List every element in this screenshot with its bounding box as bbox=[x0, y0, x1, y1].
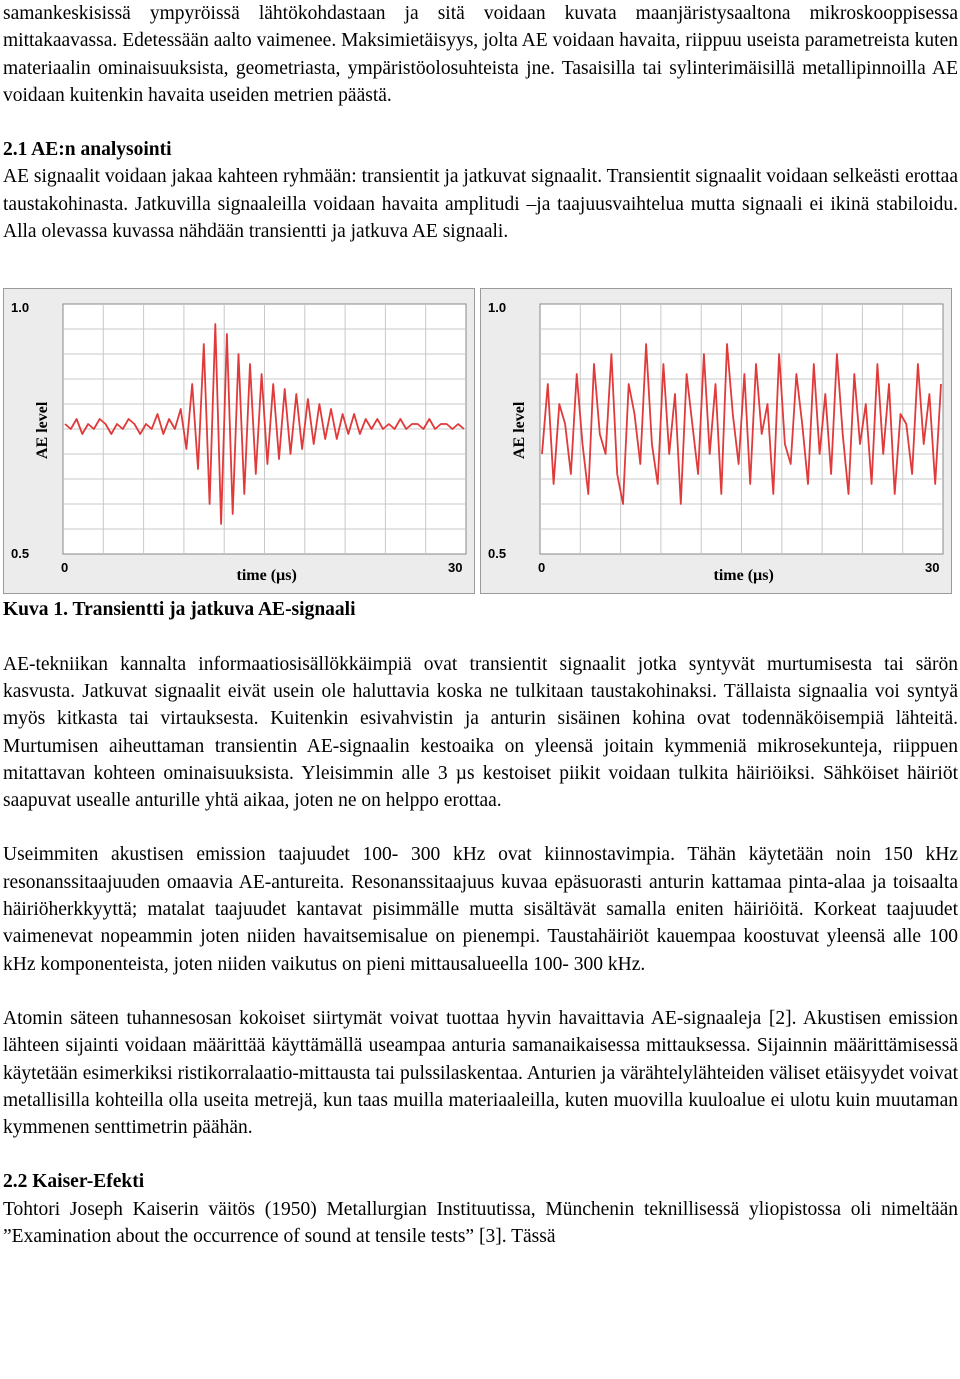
paragraph-gap bbox=[3, 814, 958, 841]
paragraph-3: Useimmiten akustisen emission taajuudet 100- 300 kHz ovat kiinnostavimpia. Tähän käytetään noin 150 kHz resonanssitaajuuden omaavia AE-antureita. Resonanssitaajuus kuvaa epäsuorasti anturin kattamaa pinta-alaa ja toisaalta häiriöherkkyyttä; matalat taajuudet kantavat pisimmälle mutta sisältävät samalla eniten häiriöitä. Korkeat taajuudet vaimenevat nopeammin joten niiden havaitsemisalue on pienempi. Taustahäiriöt kauempaa koostuvat yleensä alle 100 kHz komponenteista, joten niiden vaikutus on pieni mittausalueella 100- 300 kHz. bbox=[3, 844, 958, 975]
section-heading-kaiser-effect: 2.2 Kaiser-Efekti bbox=[3, 1171, 145, 1193]
x-tick-label: 30 bbox=[925, 560, 940, 576]
y-tick-label: 1.0 bbox=[11, 300, 30, 316]
x-tick-label: 0 bbox=[61, 560, 69, 576]
paragraph-gap bbox=[3, 109, 958, 136]
x-axis-label: time (µs) bbox=[236, 567, 297, 585]
paragraph-4: Atomin säteen tuhannesosan kokoiset siirtymät voivat tuottaa hyvin havaittavia AE-signaaleja [2]. Akustisen emission lähteen sijainti voidaan määrittää käyttämällä useampaa anturia samanaikaisessa mittauksessa. Sijainnin määrittämisessä käytetään esimerkiksi ristikorralaatio-mittausta tai pulssilaskentaa. Anturien ja värähtelylähteiden väliset etäisyydet voivat metallisilla kohteilla olla useita metrejä, kun taas muilla materiaaleilla, kuten muovilla kuuloalue ei ulotu kuin muutaman kymmenen senttimetrin päähän. bbox=[3, 1007, 958, 1139]
y-tick-label: 1.0 bbox=[488, 300, 507, 316]
paragraph-gap bbox=[3, 978, 958, 1005]
document-page bbox=[3, 0, 958, 1250]
y-tick-label: 0.5 bbox=[488, 546, 507, 562]
intro-paragraph: samankeskisissä ympyröissä lähtökohdastaan ja sitä voidaan kuvata maanjäristysaaltona mikroskooppisessa mittakaavassa. Edetessään aalto vaimenee. Maksimietäisyys, jolta AE voidaan havaita, riippuu useista parametreista kuten materiaalin ominaisuuksista, geometriasta, ympäristöolosuhteista jne. Tasaisilla tai sylinterimäisillä metallipinnoilla AE voidaan kuitenkin havaita useiden metrien päästä. bbox=[3, 3, 958, 106]
paragraph-gap bbox=[3, 624, 958, 651]
transient-chart bbox=[3, 288, 475, 594]
section-2-paragraph: Tohtori Joseph Kaiserin väitös (1950) Metallurgian Instituutissa, Münchenin teknillisessä yliopistossa oli nimeltään ”Examination about the occurrence of sound at tensile tests” [3]. Tässä bbox=[3, 1198, 958, 1248]
x-axis-label: time (µs) bbox=[713, 567, 774, 585]
y-tick-label: 0.5 bbox=[11, 546, 30, 562]
transient-chart-svg bbox=[3, 288, 475, 594]
y-axis-label: AE level bbox=[511, 402, 528, 460]
paragraph-gap bbox=[3, 1141, 958, 1168]
paragraph-2: AE-tekniikan kannalta informaatiosisällökkäimpiä ovat transientit signaalit jotka syntyvät murtumisesta tai särön kasvusta. Jatkuvat signaalit eivät usein ole haluttavia koska ne tulkitaan taustakohinaksi. Tällaista signaalia voi syntyä myös kitkasta tai virtauksesta. Kuitenkin esivahvistin ja anturin sisäinen kohina ovat todennäköisempiä lähteitä. Murtumisen aiheuttaman transientin AE-signaalin kestoaika on yleensä joitain kymmeniä mikrosekunteja, riippuen mitattavan kohteen ominaisuuksista. Yleisimmin alle 3 µs kestoiset piikit voidaan tulkita häiriöiksi. Sähköiset häiriöt saapuvat usealle anturille yhtä aikaa, joten ne on helppo erottaa. bbox=[3, 653, 958, 812]
figure-caption: Kuva 1. Transientti ja jatkuva AE-signaali bbox=[3, 599, 356, 621]
x-tick-label: 0 bbox=[538, 560, 546, 576]
x-tick-label: 30 bbox=[448, 560, 463, 576]
section-heading-ae-analysis: 2.1 AE:n analysointi bbox=[3, 139, 172, 161]
continuous-chart bbox=[480, 288, 952, 594]
section-1-paragraph: AE signaalit voidaan jakaa kahteen ryhmään: transientit ja jatkuvat signaalit. Transientit signaalit voidaan selkeästi erottaa taustakohinasta. Jatkuvilla signaaleilla voidaan havaita amplitudi –ja taajuusvaihtelua mutta signaali ei ikinä stabiloidu. Alla olevassa kuvassa nähdään transientti ja jatkuva AE signaali. bbox=[3, 166, 958, 243]
figure-panels bbox=[3, 288, 958, 596]
continuous-chart-svg bbox=[480, 288, 952, 594]
y-axis-label: AE level bbox=[34, 402, 51, 460]
